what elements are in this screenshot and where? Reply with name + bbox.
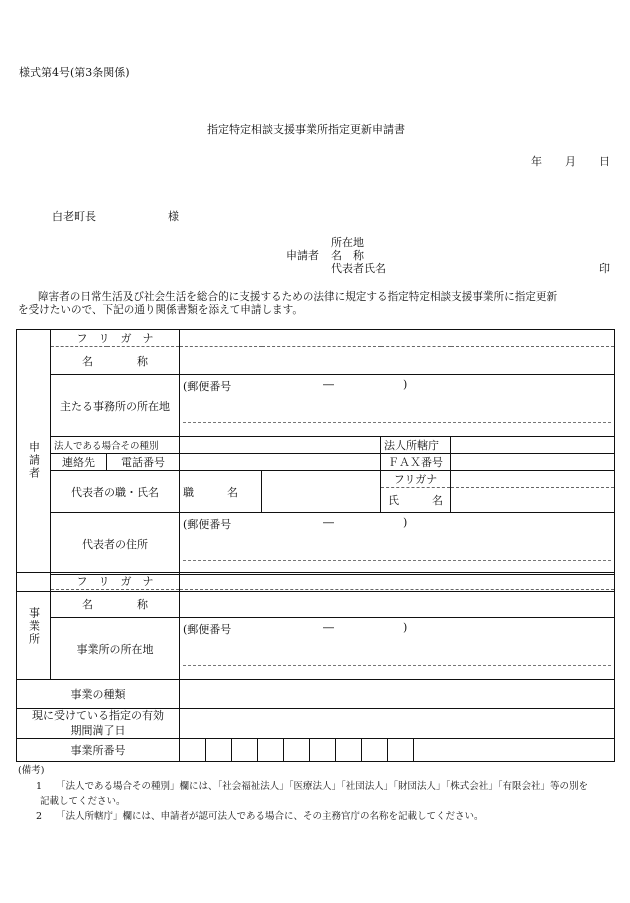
applicant-name-label: 名 称: [331, 249, 364, 262]
note-2-number: 2: [36, 811, 43, 822]
postal-prefix: (郵便番号: [183, 380, 232, 393]
seal-mark: 印: [599, 262, 610, 275]
digit-box[interactable]: [258, 739, 284, 761]
position-field[interactable]: [262, 471, 381, 513]
expiry-label-line-2: 期間満了日: [70, 723, 126, 737]
office-form-table: [16, 572, 615, 762]
rep-postal-dash: ―: [323, 516, 334, 529]
office-postal-suffix: ): [403, 621, 408, 634]
addressee-name: 白老町長: [52, 210, 96, 223]
rep-postal-code-line: [183, 516, 611, 532]
office-address-dash-divider: [183, 665, 611, 666]
main-office-address-field[interactable]: [180, 375, 615, 437]
representative-label: 代表者氏名: [331, 262, 386, 275]
business-type-field[interactable]: [180, 680, 615, 709]
contact-label: 連絡先: [51, 454, 107, 471]
phone-label: 電話番号: [107, 454, 180, 471]
intro-line-2: を受けたいので、下記の通り関係書類を添えて申請します。: [18, 304, 303, 316]
fax-label: ＦＡＸ番号: [381, 454, 451, 471]
postal-dash: ―: [323, 378, 334, 391]
office-name-label: 名 称: [51, 590, 180, 618]
corp-type-label: 法人である場合その種別: [51, 437, 180, 454]
phone-field[interactable]: [180, 454, 381, 471]
section-office: 事業所: [17, 573, 51, 680]
office-address-label: 事業所の所在地: [51, 618, 180, 680]
corp-authority-label: 法人所轄庁: [381, 437, 451, 454]
digit-box[interactable]: [362, 739, 388, 761]
applicant-name-row-label: 名 称: [51, 347, 180, 375]
representative-name-field[interactable]: [451, 488, 615, 513]
intro-line-1: 障害者の日常生活及び社会生活を総合的に支援するための法律に規定する指定特定相談支援事業所に指定更新: [38, 291, 558, 303]
representative-title-name-label: 代表者の職・氏名: [51, 471, 180, 513]
office-name-field[interactable]: [180, 590, 615, 618]
note-1-text: 「法人である場合その種別」欄には、「社会福祉法人」「医療法人」「社団法人」「財団法人」「株式会社」「有限会社」等の別を: [56, 781, 589, 792]
office-postal-prefix: (郵便番号: [183, 623, 232, 636]
digit-box[interactable]: [310, 739, 336, 761]
applicant-name-field[interactable]: [180, 347, 615, 375]
date-month-label: 月: [565, 155, 576, 168]
corp-authority-field[interactable]: [451, 437, 615, 454]
representative-furigana-label: フリガナ: [381, 471, 451, 488]
fax-field[interactable]: [451, 454, 615, 471]
office-postal-code-line: [183, 621, 611, 637]
address-dash-divider: [183, 422, 611, 423]
digit-box[interactable]: [388, 739, 414, 761]
rep-address-dash-divider: [183, 560, 611, 561]
form-number: 様式第4号(第3条関係): [19, 66, 130, 79]
date-year-label: 年: [531, 155, 542, 168]
office-furigana-field[interactable]: [180, 573, 615, 590]
office-number-label: 事業所番号: [17, 739, 180, 762]
document-title: 指定特定相談支援事業所指定更新申請書: [207, 123, 405, 136]
business-type-label: 事業の種類: [17, 680, 180, 709]
applicant-label: 申請者: [286, 249, 319, 262]
position-label: [180, 471, 262, 513]
notes-heading: (備考): [18, 765, 45, 776]
corp-type-field[interactable]: [180, 437, 381, 454]
digit-box[interactable]: [414, 739, 439, 761]
note-1-continued: 記載してください。: [40, 796, 126, 807]
applicant-furigana-label: フ リ ガ ナ: [51, 330, 180, 347]
applicant-address-label: 所在地: [331, 236, 364, 249]
rep-postal-prefix: (郵便番号: [183, 518, 232, 531]
office-number-field[interactable]: [180, 739, 615, 762]
postal-suffix: ): [403, 378, 408, 391]
applicant-furigana-field[interactable]: [180, 330, 615, 347]
digit-box[interactable]: [232, 739, 258, 761]
digit-box[interactable]: [336, 739, 362, 761]
date-day-label: 日: [599, 155, 610, 168]
expiry-date-field[interactable]: [180, 709, 615, 739]
office-address-field[interactable]: [180, 618, 615, 680]
postal-code-line: [183, 378, 611, 394]
rep-postal-suffix: ): [403, 516, 408, 529]
office-furigana-label: フ リ ガ ナ: [51, 573, 180, 590]
office-number-digit-boxes: [180, 739, 614, 761]
digit-box[interactable]: [284, 739, 310, 761]
section-applicant: 申請者: [17, 330, 51, 592]
note-1-number: 1: [36, 781, 43, 792]
expiry-label-line-1: 現に受けている指定の有効: [32, 709, 164, 723]
representative-name-label: 氏 名: [381, 488, 451, 513]
digit-box[interactable]: [206, 739, 232, 761]
representative-address-field[interactable]: [180, 513, 615, 575]
application-form-table: [16, 329, 615, 592]
representative-furigana-field[interactable]: [451, 471, 615, 488]
addressee-honorific: 様: [168, 210, 179, 223]
note-2-text: 「法人所轄庁」欄には、申請者が認可法人である場合に、その主務官庁の名称を記載してください。: [56, 811, 484, 822]
representative-address-label: 代表者の住所: [51, 513, 180, 575]
expiry-date-label: [17, 709, 180, 739]
digit-box[interactable]: [180, 739, 206, 761]
office-postal-dash: ―: [323, 621, 334, 634]
main-office-address-label: 主たる事務所の所在地: [51, 375, 180, 437]
position-label-text: 職 名: [183, 485, 238, 499]
